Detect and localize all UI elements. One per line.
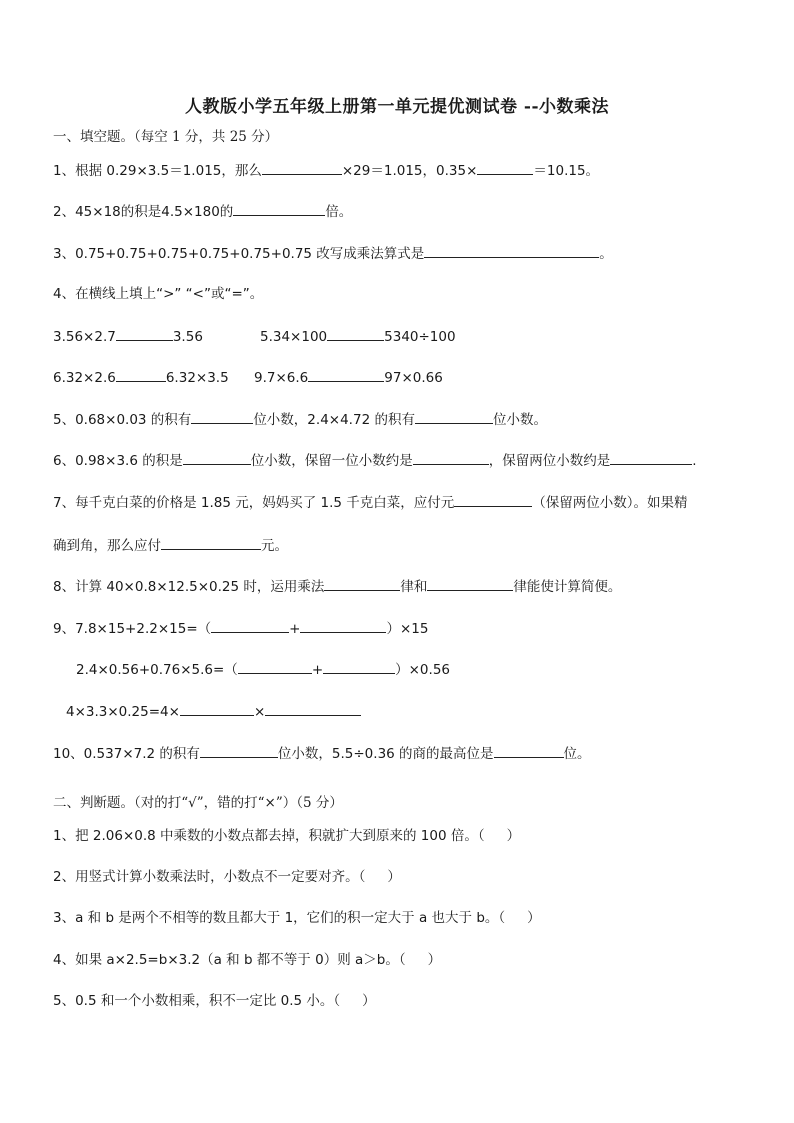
question-9-line-2 [76, 659, 450, 680]
question-8 [53, 576, 621, 597]
q10-blank-1[interactable] [200, 743, 278, 758]
q4-blank-4[interactable] [308, 367, 384, 382]
q9-text-g: 4×3.3×0.25=4× [66, 704, 180, 720]
q4-r2-d: 97×0.66 [384, 370, 443, 386]
q4-r1-c: 5.34×100 [260, 329, 328, 345]
q5-text-a: 5、0.68×0.03 的积有 [53, 412, 192, 428]
q4-r2-a: 6.32×2.6 [53, 370, 116, 386]
page-title: 人教版小学五年级上册第一单元提优测试卷 --小数乘法 [184, 97, 610, 117]
q9-blank-1[interactable] [211, 618, 289, 633]
q9-blank-2[interactable] [300, 618, 386, 633]
judge-2 [53, 867, 401, 887]
q4-blank-1[interactable] [116, 326, 173, 341]
q5-text-c: 位小数。 [492, 412, 547, 428]
q8-blank-1[interactable] [324, 576, 400, 591]
question-10 [53, 743, 591, 764]
q1-text-a: 1、根据 0.29×3.5＝1.015，那么 [53, 163, 262, 179]
q9-blank-5[interactable] [180, 701, 254, 716]
q8-blank-2[interactable] [427, 576, 513, 591]
q7-blank-1[interactable] [454, 492, 532, 507]
q2-text-a: 2、45×18的积是4.5×180的 [53, 204, 234, 220]
j2-close: ） [387, 869, 401, 885]
question-7-cont [53, 535, 288, 556]
q1-text-b: ×29＝1.015，0.35× [341, 163, 478, 179]
q6-blank-2[interactable] [413, 450, 489, 465]
q6-blank-1[interactable] [183, 450, 251, 465]
question-4-row-1 [53, 326, 203, 347]
q3-text-a: 3、0.75+0.75+0.75+0.75+0.75+0.75 改写成乘法算式是 [53, 246, 425, 262]
q2-text-b: 倍。 [325, 204, 353, 220]
q3-blank[interactable] [424, 243, 599, 258]
q9-text-e: + [311, 662, 324, 678]
q8-text-c: 律能使计算简便。 [513, 579, 622, 595]
q2-blank[interactable] [233, 201, 325, 216]
question-6 [53, 450, 697, 471]
q4-r2-c: 9.7×6.6 [254, 370, 309, 386]
j3-close: ） [527, 910, 541, 926]
q9-blank-3[interactable] [238, 659, 312, 674]
q7-text-b: （保留两位小数）。如果精 [532, 495, 688, 511]
question-3 [53, 243, 613, 264]
q9-blank-4[interactable] [323, 659, 395, 674]
q7-text-a: 7、每千克白菜的价格是 1.85 元，妈妈买了 1.5 千克白菜，应付元 [53, 495, 455, 511]
judge-4 [53, 950, 441, 970]
q9-text-b: + [289, 621, 301, 637]
q10-text-c: 位。 [563, 746, 591, 762]
q5-blank-1[interactable] [191, 409, 253, 424]
q8-text-a: 8、计算 40×0.8×12.5×0.25 时，运用乘法 [53, 579, 325, 595]
question-5 [53, 409, 547, 430]
question-1 [53, 160, 599, 181]
q9-text-a: 9、7.8×15+2.2×15=（ [53, 621, 212, 637]
q10-text-b: 位小数，5.5÷0.36 的商的最高位是 [277, 746, 494, 762]
question-9 [53, 618, 428, 639]
q9-text-h: × [253, 704, 266, 720]
q8-text-b: 律和 [400, 579, 428, 595]
q3-text-b: 。 [599, 246, 613, 262]
q9-blank-6[interactable] [265, 701, 361, 716]
q7-blank-2[interactable] [161, 535, 261, 550]
q9-text-d: 2.4×0.56+0.76×5.6=（ [76, 662, 238, 678]
q1-blank-1[interactable] [262, 160, 342, 175]
q4-blank-2[interactable] [327, 326, 384, 341]
section-1-heading: 一、填空题。（每空 1 分，共 25 分） [53, 129, 279, 145]
q6-text-c: ，保留两位小数约是 [488, 453, 611, 469]
judge-5 [53, 991, 376, 1011]
q4-r1-d: 5340÷100 [384, 329, 456, 345]
question-4-row-1b [260, 326, 456, 347]
q10-text-a: 10、0.537×7.2 的积有 [53, 746, 200, 762]
q4-r1-a: 3.56×2.7 [53, 329, 116, 345]
q9-text-c: ）×15 [386, 621, 429, 637]
q6-text-b: 位小数，保留一位小数约是 [250, 453, 413, 469]
judge-1 [53, 826, 520, 846]
question-9-line-3 [66, 701, 361, 722]
j5-close: ） [362, 993, 376, 1009]
question-4-row-2 [53, 367, 229, 388]
q5-blank-2[interactable] [415, 409, 493, 424]
question-2 [53, 201, 352, 222]
q10-blank-2[interactable] [494, 743, 564, 758]
q4-r1-b: 3.56 [172, 329, 203, 345]
j1-text: 1、把 2.06×0.8 中乘数的小数点都去掉，积就扩大到原来的 100 倍。（ [53, 828, 485, 844]
j4-text: 4、如果 a×2.5=b×3.2（a 和 b 都不等于 0）则 a＞b。（ [53, 952, 406, 968]
j3-text: 3、a 和 b 是两个不相等的数且都大于 1，它们的积一定大于 a 也大于 b。（ [53, 910, 506, 926]
q4-blank-3[interactable] [116, 367, 166, 382]
j4-close: ） [427, 952, 442, 968]
q6-text-a: 6、0.98×3.6 的积是 [53, 453, 183, 469]
q7-text-c: 确到角，那么应付 [53, 538, 161, 554]
q6-blank-3[interactable] [610, 450, 692, 465]
j1-close: ） [506, 828, 521, 844]
q9-text-f: ）×0.56 [395, 662, 450, 678]
q1-blank-2[interactable] [477, 160, 533, 175]
j2-text: 2、用竖式计算小数乘法时，小数点不一定要对齐。（ [53, 869, 366, 885]
judge-3 [53, 908, 541, 928]
q1-text-c: ＝10.15。 [533, 163, 600, 179]
question-4-row-2b [254, 367, 443, 388]
q4-r2-b: 6.32×3.5 [165, 370, 229, 386]
q5-text-b: 位小数，2.4×4.72 的积有 [253, 412, 415, 428]
question-7 [53, 492, 688, 513]
question-4: 4、在横线上填上“>” “<”或“=”。 [53, 286, 264, 302]
q7-text-d: 元。 [261, 538, 288, 554]
section-2-heading: 二、判断题。（对的打“√”，错的打“×”）（5 分） [53, 795, 343, 811]
j5-text: 5、0.5 和一个小数相乘，积不一定比 0.5 小。（ [53, 993, 341, 1009]
q6-text-d: . [692, 453, 697, 469]
